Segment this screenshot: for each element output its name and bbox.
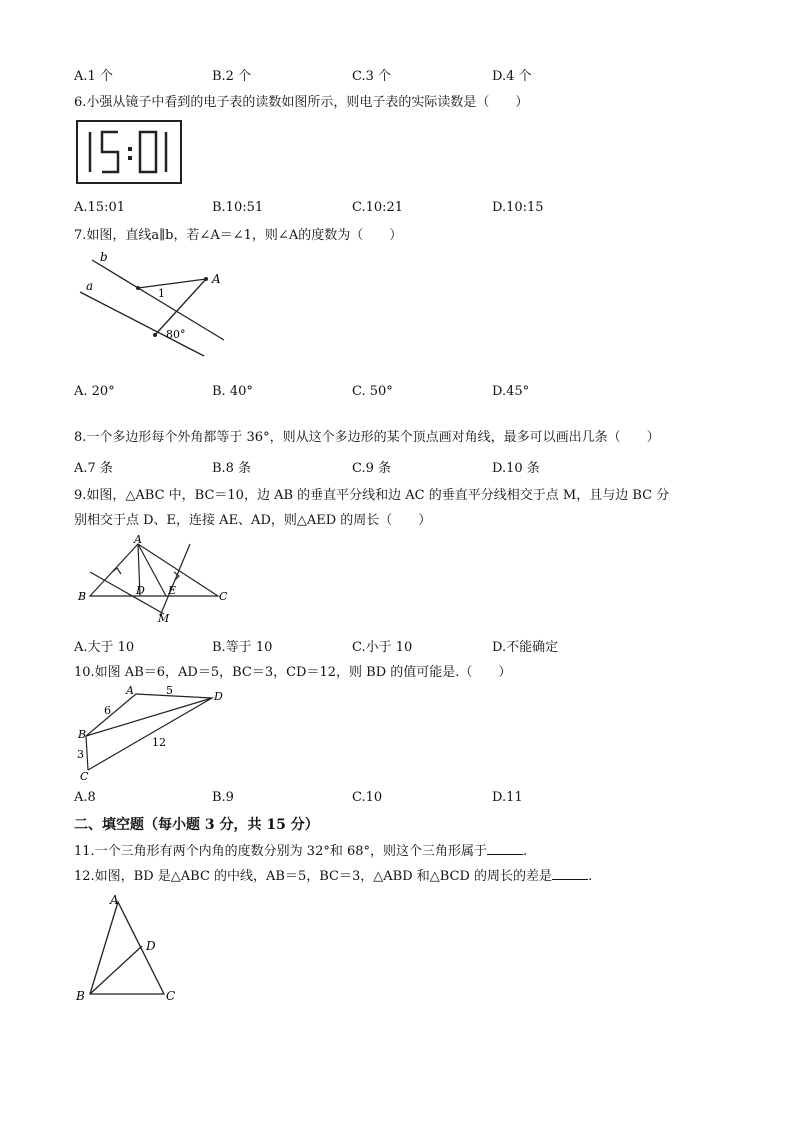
q8-option-c: C.9 条: [352, 461, 392, 476]
q11-answer-blank[interactable]: [487, 842, 523, 855]
q11-end: .: [523, 844, 528, 859]
q11-line: [74, 840, 527, 859]
q10-quadrilateral-figure: [74, 684, 234, 784]
q10-label-B: B: [78, 728, 87, 741]
q10-label-A: A: [126, 684, 134, 697]
q10-length-cd: 12: [152, 736, 166, 749]
q6-option-c: C.10:21: [352, 200, 404, 215]
q12-label-A: A: [110, 893, 119, 907]
q7-option-c: C. 50°: [352, 384, 393, 399]
q9-triangle-figure: [74, 532, 234, 626]
q12-triangle-figure: [72, 890, 184, 1006]
q10-option-b: B.9: [212, 790, 234, 805]
q12-line: [74, 865, 592, 884]
seven-segment-digits: [78, 122, 180, 182]
q6-option-b: B.10:51: [212, 200, 264, 215]
q8-option-b: B.8 条: [212, 461, 252, 476]
q9-option-d: D.不能确定: [492, 640, 559, 655]
q10-length-bc: 3: [77, 748, 84, 761]
q7-label-1: 1: [158, 287, 165, 300]
q7-label-a: a: [86, 279, 94, 293]
q10-label-D: D: [214, 690, 223, 703]
q12-end: .: [588, 869, 593, 884]
q9-label-E: E: [168, 584, 177, 597]
q7-option-d: D.45°: [492, 384, 530, 399]
q6-option-a: A.15:01: [74, 200, 125, 215]
q8-option-d: D.10 条: [492, 461, 540, 476]
q10-length-ad: 5: [166, 684, 173, 697]
q10-length-ab: 6: [104, 704, 111, 717]
q9-stem-line2: 别相交于点 D、E，连接 AE、AD，则△AED 的周长（ ）: [74, 513, 432, 528]
q9-option-c: C.小于 10: [352, 640, 413, 655]
q9-stem-line1: 9.如图，△ABC 中，BC＝10，边 AB 的垂直平分线和边 AC 的垂直平分线相交于点 M，且与边 BC 分: [74, 488, 670, 503]
q5-option-a: A.1 个: [74, 69, 113, 84]
q7-parallel-lines-figure: [72, 248, 232, 360]
q9-label-B: B: [78, 590, 87, 603]
q7-stem: 7.如图，直线a∥b，若∠A＝∠1，则∠A的度数为（ ）: [74, 228, 403, 243]
q7-option-b: B. 40°: [212, 384, 253, 399]
q5-option-d: D.4 个: [492, 69, 532, 84]
q10-stem: 10.如图 AB＝6，AD＝5，BC＝3，CD＝12，则 BD 的值可能是.（ ）: [74, 665, 512, 680]
q9-label-A: A: [134, 533, 142, 546]
q10-option-c: C.10: [352, 790, 383, 805]
q11-stem: 11.一个三角形有两个内角的度数分别为 32°和 68°，则这个三角形属于: [74, 844, 488, 859]
q12-label-D: D: [146, 939, 156, 953]
q12-answer-blank[interactable]: [552, 867, 588, 880]
q6-mirror-clock-figure: [76, 120, 182, 184]
q9-label-C: C: [219, 590, 228, 603]
q8-option-a: A.7 条: [74, 461, 113, 476]
section-2-heading: 二、填空题（每小题 3 分，共 15 分）: [74, 817, 319, 833]
q9-label-M: M: [158, 612, 170, 625]
q12-label-B: B: [76, 989, 85, 1003]
q10-option-a: A.8: [74, 790, 96, 805]
q8-stem: 8.一个多边形每个外角都等于 36°，则从这个多边形的某个顶点画对角线，最多可以画出几条（ ）: [74, 430, 660, 445]
q10-option-d: D.11: [492, 790, 523, 805]
q9-option-a: A.大于 10: [74, 640, 135, 655]
q5-option-c: C.3 个: [352, 69, 392, 84]
q7-label-A: A: [212, 272, 221, 286]
q12-label-C: C: [166, 989, 176, 1003]
q7-label-b: b: [100, 250, 108, 264]
q6-option-d: D.10:15: [492, 200, 544, 215]
q7-angle-label: 80°: [166, 328, 186, 341]
q12-stem: 12.如图，BD 是△ABC 的中线，AB＝5，BC＝3，△ABD 和△BCD 的周长的差是: [74, 869, 553, 884]
q7-option-a: A. 20°: [74, 384, 115, 399]
q9-label-D: D: [136, 584, 145, 597]
q6-stem: 6.小强从镜子中看到的电子表的读数如图所示，则电子表的实际读数是（ ）: [74, 95, 529, 110]
q5-option-b: B.2 个: [212, 69, 252, 84]
q10-label-C: C: [80, 770, 89, 783]
q9-option-b: B.等于 10: [212, 640, 273, 655]
